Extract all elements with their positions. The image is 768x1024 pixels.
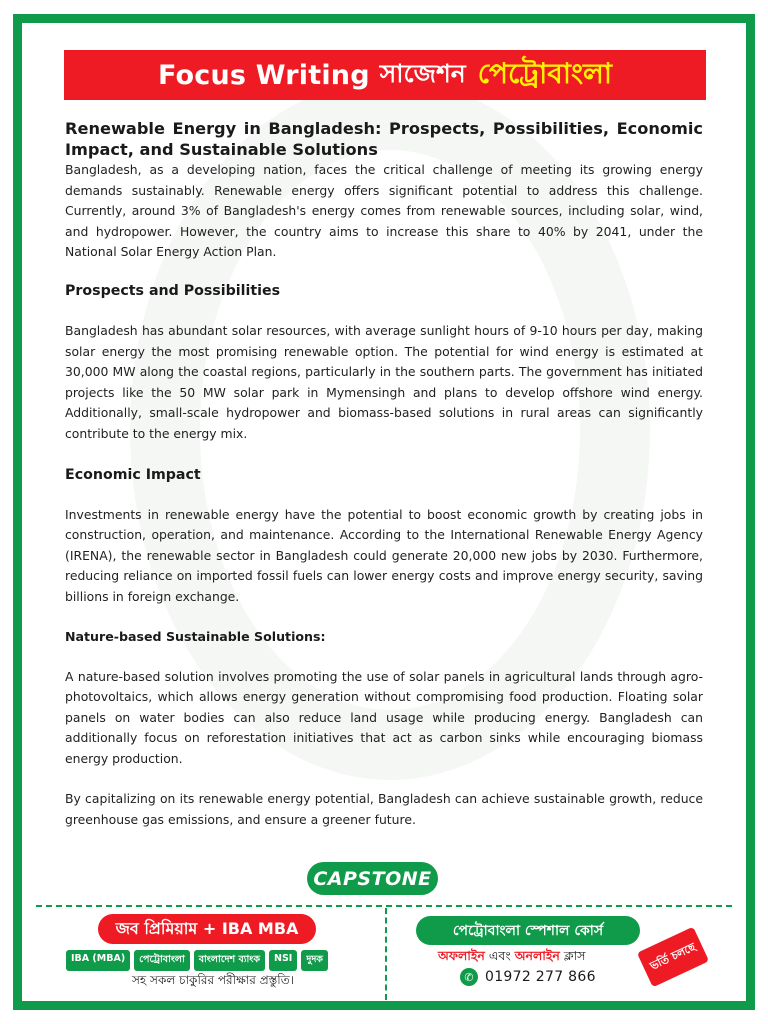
banner-suggestion-label: সাজেশন <box>379 58 466 88</box>
conclusion-paragraph: By capitalizing on its renewable energy potential, Bangladesh can achieve sustainable growth, reduce greenhouse gas emissions, and ensure a greener future. <box>65 791 703 828</box>
and-label: এবং <box>488 948 511 963</box>
banner-petrobangla-label: পেট্রোবাংলা <box>477 56 613 90</box>
section-text-prospects: Bangladesh has abundant solar resources, with average sunlight hours of 9-10 hours per day, making solar energy the most promising renewable option. The potential for wind energy is estimated at 30,000 MW along the coastal regions, particularly in the southern parts. The government has initiated projects like the 50 MW solar park in Mymensingh and plans to develop offshore wind energy. Additionally, small-scale hydropower and biomass-based solutions in rural areas can significantly contribute to the energy mix. <box>65 322 703 441</box>
capstone-logo <box>307 862 438 895</box>
article-title: Renewable Energy in Bangladesh: Prospects, Possibilities, Economic Impact, and Sustainable Solutions <box>65 119 703 159</box>
section-text-nature: A nature-based solution involves promoting the use of solar panels in agricultural lands through agro-photovoltaics, which allows energy generation without compromising food production. Floating solar panels on water bodies can also reduce land usage while producing energy. Bangladesh can additionally focus on reforestation initiatives that act as carbon sinks while encouraging biomass energy production. <box>65 668 703 766</box>
class-label: ক্লাস <box>563 948 586 963</box>
job-premium-pill <box>98 914 316 944</box>
whatsapp-icon: ✆ <box>460 968 478 986</box>
footer-divider <box>36 905 732 907</box>
exam-tag: দুদক <box>301 950 328 971</box>
section-heading-economic: Economic Impact <box>65 466 201 483</box>
class-mode <box>438 948 586 968</box>
article <box>65 118 703 831</box>
header-banner <box>64 50 706 100</box>
stamp-text: ভর্তি চলছে <box>647 939 698 973</box>
banner-english-title: Focus Writing <box>157 59 370 91</box>
logo-text: CAPSTONE <box>313 867 432 890</box>
exam-tag: NSI <box>269 950 297 971</box>
special-course-label: পেট্রোবাংলা স্পেশাল কোর্স <box>452 922 604 939</box>
phone-contact[interactable] <box>460 968 596 986</box>
special-course-pill <box>416 916 640 945</box>
exam-tag: IBA (MBA) <box>66 950 130 971</box>
section-heading-nature: Nature-based Sustainable Solutions: <box>65 628 326 644</box>
section-heading-prospects: Prospects and Possibilities <box>65 282 281 299</box>
online-label: অনলাইন <box>514 948 560 963</box>
phone-number: 01972 277 866 <box>485 969 596 985</box>
footer-vertical-divider <box>385 908 387 1000</box>
section-text-economic: Investments in renewable energy have the potential to boost economic growth by creating jobs in construction, operation, and maintenance. According to the International Renewable Energy Agency (IRENA), the renewable sector in Bangladesh could generate 20,000 new jobs by 2030. Furthermore, reducing reliance on imported fossil fuels can lower energy costs and improve energy security, saving billions in foreign exchange. <box>65 506 703 604</box>
intro-paragraph: Bangladesh, as a developing nation, faces the critical challenge of meeting its growing energy demands sustainably. Renewable energy offers significant potential to address this challenge. Currently, around 3% of Bangladesh's energy comes from renewable sources, including solar, wind, and hydropower. However, the country aims to increase this share to 40% by 2041, under the National Solar Energy Action Plan. <box>65 162 703 260</box>
exam-tag: পেট্রোবাংলা <box>134 950 190 971</box>
offline-label: অফলাইন <box>438 948 485 963</box>
exam-tags <box>66 950 366 971</box>
job-premium-label: জব প্রিমিয়াম + IBA MBA <box>115 918 299 938</box>
exam-prep-tagline: সহ সকল চাকুরির পরীক্ষার প্রস্তুতি। <box>131 973 295 987</box>
exam-tag: বাংলাদেশ ব্যাংক <box>194 950 265 971</box>
